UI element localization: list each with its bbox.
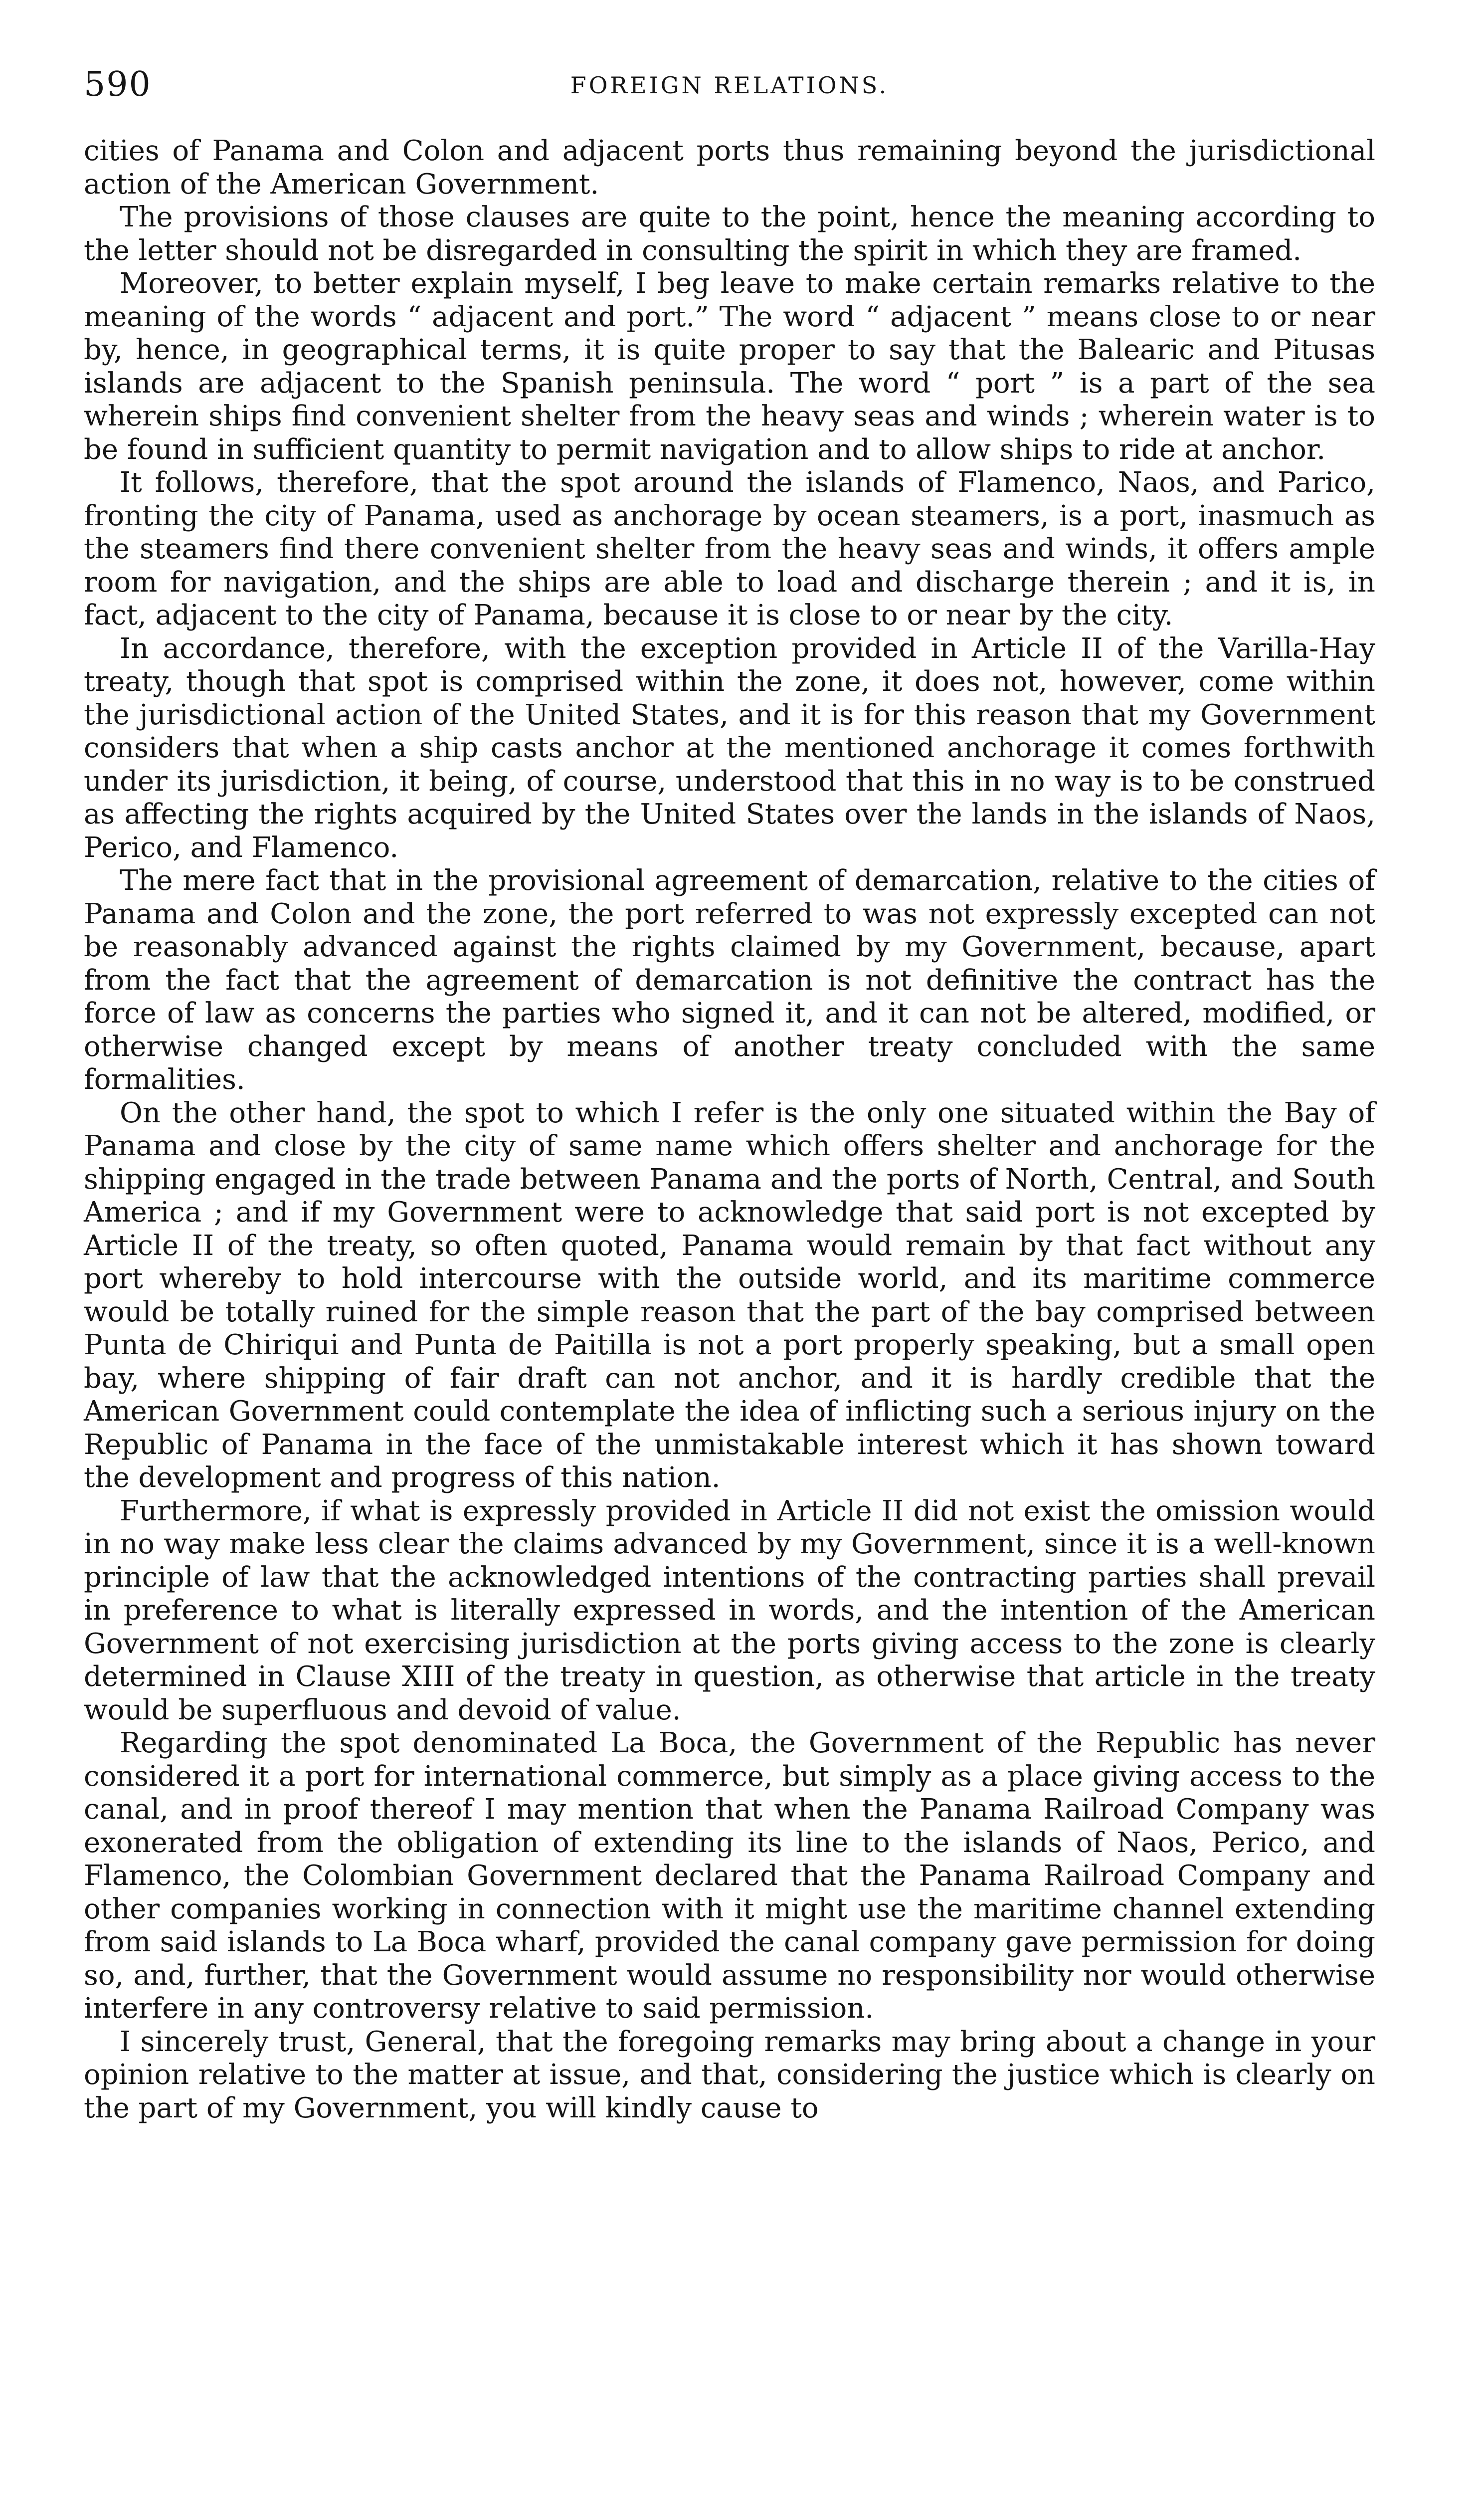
body-text: [84, 135, 1375, 2125]
paragraph: Moreover, to better explain myself, I beg leave to make certain remarks relative to the meaning of the words “ adjacent and port.” The word “ adjacent ” means close to or near by, hence, in geographical terms, it is quite proper to say that the Balearic and Pitusas islands are adjacent to the Spanish peninsula. The word “ port ” is a part of the sea wherein ships find convenient shelter from the heavy seas and winds ; wherein water is to be found in sufficient quantity to permit navigation and to allow ships to ride at anchor.: [84, 267, 1375, 466]
paragraph: cities of Panama and Colon and adjacent ports thus remaining beyond the jurisdictional action of the American Government.: [84, 135, 1375, 201]
paragraph: Regarding the spot denominated La Boca, the Government of the Republic has never considered it a port for international commerce, but simply as a place giving access to the canal, and in proof thereof I may mention that when the Panama Railroad Company was exonerated from the obligation of extending its line to the islands of Naos, Perico, and Flamenco, the Colombian Government declared that the Panama Railroad Company and other companies working in connection with it might use the maritime channel extending from said islands to La Boca wharf, provided the canal company gave permission for doing so, and, further, that the Government would assume no responsibility nor would otherwise interfere in any controversy relative to said permission.: [84, 1727, 1375, 2025]
page-number: 590: [84, 65, 152, 104]
paragraph: Furthermore, if what is expressly provided in Article II did not exist the omission would in no way make less clear the claims advanced by my Government, since it is a well-known principle of law that the acknowledged intentions of the contracting parties shall prevail in preference to what is literally expressed in words, and the intention of the American Government of not exercising jurisdiction at the ports giving access to the zone is clearly determined in Clause XIII of the treaty in question, as otherwise that article in the treaty would be superfluous and devoid of value.: [84, 1494, 1375, 1726]
running-head: FOREIGN RELATIONS.: [570, 72, 889, 99]
paragraph: In accordance, therefore, with the exception provided in Article II of the Varilla-Hay treaty, though that spot is comprised within the zone, it does not, however, come within the jurisdictional action of the United States, and it is for this reason that my Government considers that when a ship casts anchor at the mentioned anchorage it comes forthwith under its jurisdiction, it being, of course, understood that this in no way is to be construed as affecting the rights acquired by the United States over the lands in the islands of Naos, Perico, and Flamenco.: [84, 632, 1375, 864]
paragraph: On the other hand, the spot to which I refer is the only one situated within the Bay of Panama and close by the city of same name which offers shelter and anchorage for the shipping engaged in the trade between Panama and the ports of North, Central, and South America ; and if my Government were to acknowledge that said port is not excepted by Article II of the treaty, so often quoted, Panama would remain by that fact without any port whereby to hold intercourse with the outside world, and its maritime commerce would be totally ruined for the simple reason that the part of the bay comprised between Punta de Chiriqui and Punta de Paitilla is not a port properly speaking, but a small open bay, where shipping of fair draft can not anchor, and it is hardly credible that the American Government could contemplate the idea of inflicting such a serious injury on the Republic of Panama in the face of the unmistakable interest which it has shown toward the development and progress of this nation.: [84, 1096, 1375, 1494]
paragraph: I sincerely trust, General, that the foregoing remarks may bring about a change in your opinion relative to the matter at issue, and that, considering the justice which is clearly on the part of my Government, you will kindly cause to: [84, 2025, 1375, 2124]
paragraph: The mere fact that in the provisional agreement of demarcation, relative to the cities of Panama and Colon and the zone, the port referred to was not expressly excepted can not be reasonably advanced against the rights claimed by my Government, because, apart from the fact that the agreement of demarcation is not definitive the contract has the force of law as concerns the parties who signed it, and it can not be altered, modified, or otherwise changed except by means of another treaty concluded with the same formalities.: [84, 864, 1375, 1096]
paragraph: It follows, therefore, that the spot around the islands of Flamenco, Naos, and Parico, fronting the city of Panama, used as anchorage by ocean steamers, is a port, inasmuch as the steamers find there convenient shelter from the heavy seas and winds, it offers ample room for navigation, and the ships are able to load and discharge therein ; and it is, in fact, adjacent to the city of Panama, because it is close to or near by the city.: [84, 466, 1375, 631]
paragraph: The provisions of those clauses are quite to the point, hence the meaning according to the letter should not be disregarded in consulting the spirit in which they are framed.: [84, 201, 1375, 267]
page-header: [84, 65, 1375, 135]
document-page: [84, 65, 1375, 2125]
